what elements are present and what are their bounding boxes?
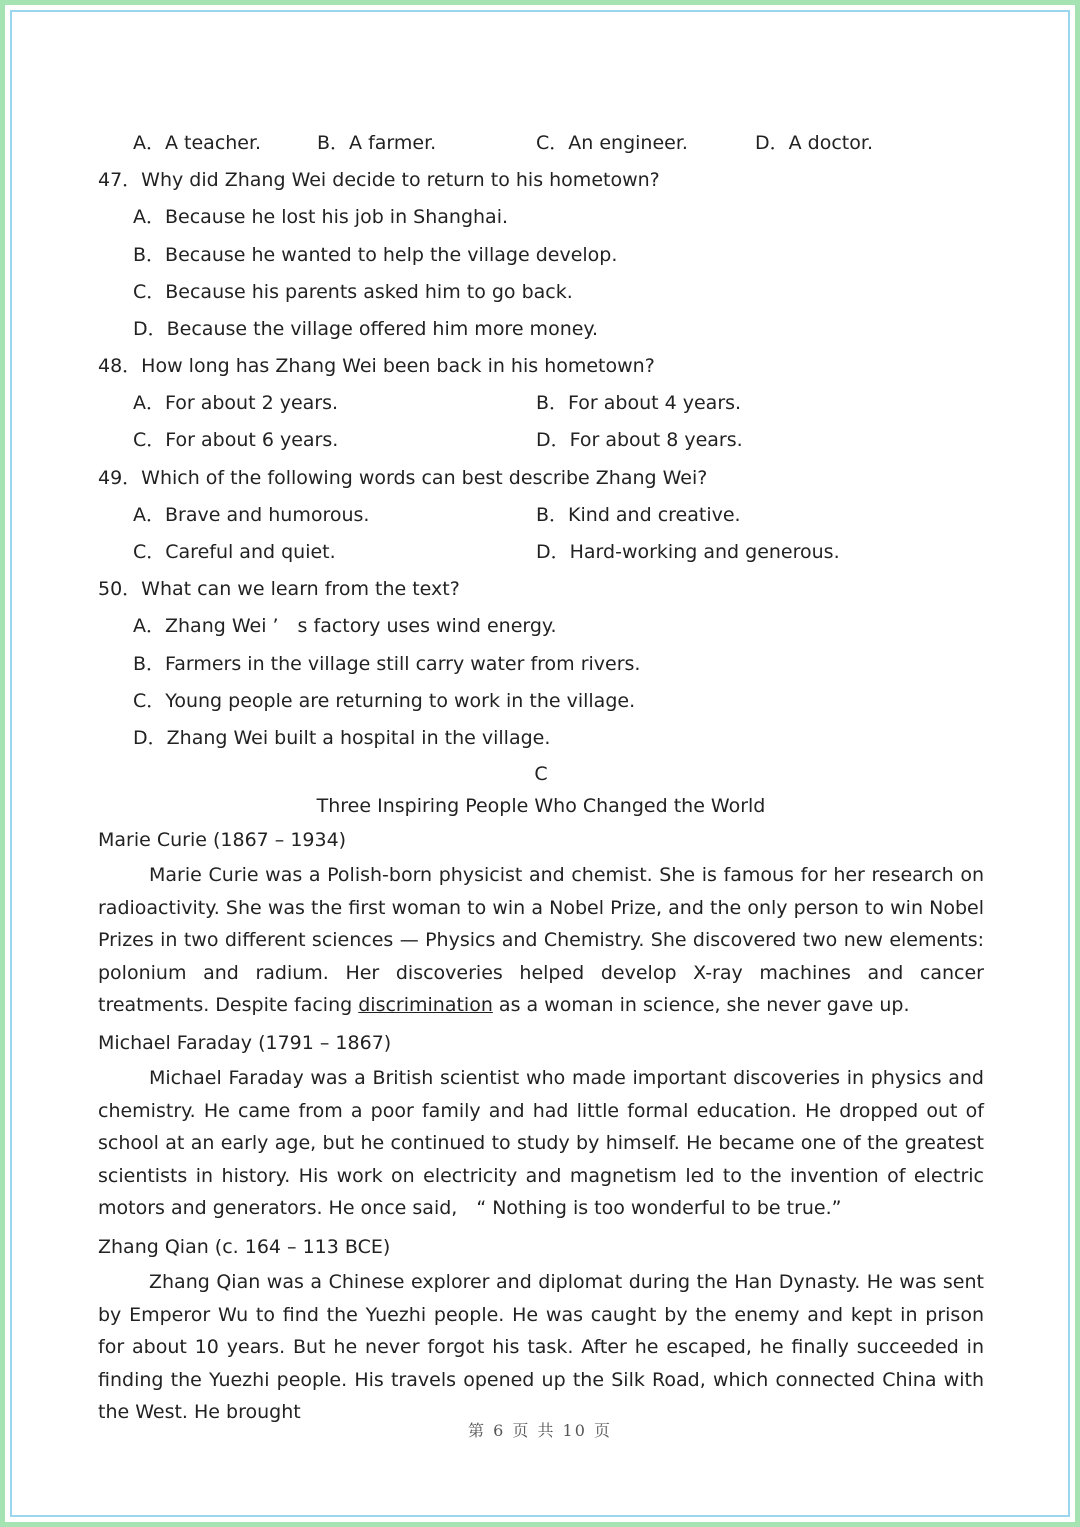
q47-option-d: D．Because the village offered him more money. bbox=[133, 318, 598, 340]
q48-option-b: B．For about 4 years. bbox=[536, 392, 742, 414]
underlined-word: discrimination bbox=[358, 994, 493, 1017]
q50-option-b: B．Farmers in the village still carry water from rivers. bbox=[133, 653, 641, 675]
page-footer: 第 6 页 共 10 页 bbox=[468, 1421, 612, 1440]
q48-option-c: C．For about 6 years. bbox=[133, 429, 339, 451]
q47-option-a: A．Because he lost his job in Shanghai. bbox=[133, 206, 509, 228]
curie-text-after: as a woman in science, she never gave up. bbox=[492, 994, 910, 1017]
q50-stem: 50．What can we learn from the text? bbox=[98, 578, 460, 600]
q46-option-a: A．A teacher. bbox=[133, 132, 262, 154]
faraday-heading: Michael Faraday (1791 – 1867) bbox=[98, 1032, 392, 1054]
zhang-paragraph: Zhang Qian was a Chinese explorer and diplomat during the Han Dynasty. He was sent by Emperor Wu to find the Yuezhi people. He was caught by the enemy and kept in prison for about 10 years. But he never forgot his task. After he escaped, he finally succeeded in finding the Yuezhi people. His travels opened up the Silk Road, which connected China with the West. He brought bbox=[98, 1271, 984, 1424]
q50-option-a: A．Zhang Wei ’ s factory uses wind energy. bbox=[133, 615, 557, 637]
curie-text-before: Marie Curie was a Polish-born physicist and chemist. She is famous for her research on radioactivity. She was the first woman to win a Nobel Prize, and the only person to win Nobel Prizes in two different sciences — Physics and Chemistry. She discovered two new elements: polonium and radium. Her discoveries helped develop X-ray machines and cancer treatments. Despite facing bbox=[98, 864, 984, 1017]
zhang-heading: Zhang Qian (c. 164 – 113 BCE) bbox=[98, 1236, 391, 1258]
q48-option-a: A．For about 2 years. bbox=[133, 392, 339, 414]
section-letter: C bbox=[534, 763, 548, 785]
q47-stem: 47．Why did Zhang Wei decide to return to his hometown? bbox=[98, 169, 660, 191]
q49-stem: 49．Which of the following words can best describe Zhang Wei? bbox=[98, 467, 708, 489]
faraday-paragraph: Michael Faraday was a British scientist who made important discoveries in physics and chemistry. He came from a poor family and had little formal education. He dropped out of school at an early age, but he continued to study by himself. He became one of the greatest scientists in history. His work on electricity and magnetism led to the invention of electric motors and generators. He once said, “ Nothing is too wonderful to be true.” bbox=[98, 1067, 984, 1220]
q47-option-c: C．Because his parents asked him to go back. bbox=[133, 281, 573, 303]
q46-option-c: C．An engineer. bbox=[536, 132, 688, 154]
q46-option-d: D．A doctor. bbox=[755, 132, 873, 154]
q48-stem: 48．How long has Zhang Wei been back in his hometown? bbox=[98, 355, 655, 377]
q49-option-c: C．Careful and quiet. bbox=[133, 541, 336, 563]
curie-heading: Marie Curie (1867 – 1934) bbox=[98, 829, 347, 851]
q50-option-c: C．Young people are returning to work in the village. bbox=[133, 690, 636, 712]
section-title: Three Inspiring People Who Changed the World bbox=[316, 795, 766, 817]
curie-paragraph bbox=[98, 859, 984, 1022]
q49-option-a: A．Brave and humorous. bbox=[133, 504, 370, 526]
q46-option-b: B．A farmer. bbox=[317, 132, 437, 154]
q47-option-b: B．Because he wanted to help the village develop. bbox=[133, 244, 618, 266]
q48-option-d: D．For about 8 years. bbox=[536, 429, 743, 451]
q49-option-b: B．Kind and creative. bbox=[536, 504, 741, 526]
q50-option-d: D．Zhang Wei built a hospital in the village. bbox=[133, 727, 551, 749]
q49-option-d: D．Hard-working and generous. bbox=[536, 541, 840, 563]
